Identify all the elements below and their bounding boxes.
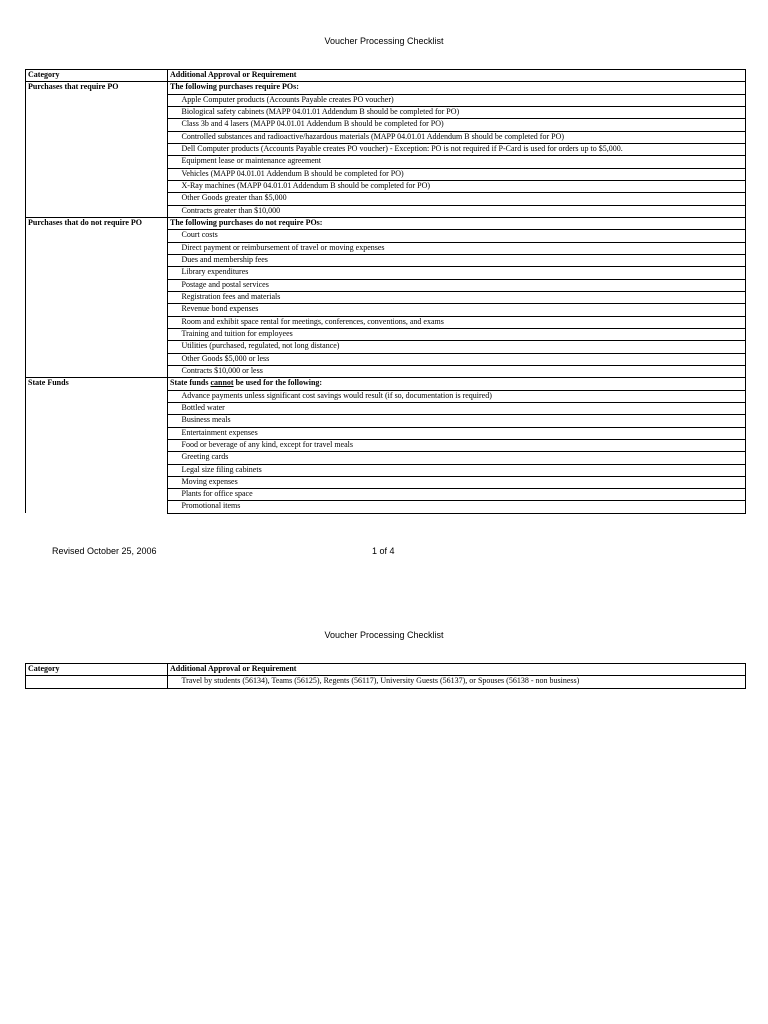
table-header-row	[26, 70, 746, 82]
list-item: Other Goods greater than $5,000	[180, 193, 746, 205]
table-row	[26, 94, 746, 106]
list-item: Contracts $10,000 or less	[180, 365, 746, 377]
table-row	[26, 119, 746, 131]
table-row	[26, 341, 746, 353]
table-row	[26, 415, 746, 427]
list-item: Controlled substances and radioactive/hazardous materials (MAPP 04.01.01 Addendum B should be completed for PO)	[180, 131, 746, 143]
page-title: Voucher Processing Checklist	[324, 630, 444, 640]
heading-emphasis: cannot	[210, 378, 234, 388]
table-row	[26, 143, 746, 155]
list-item: Plants for office space	[180, 489, 746, 501]
table-row	[26, 390, 746, 402]
table-row	[26, 365, 746, 377]
list-item: Dues and membership fees	[180, 254, 746, 266]
list-item: Moving expenses	[180, 476, 746, 488]
list-item: Other Goods $5,000 or less	[180, 353, 746, 365]
table-row	[26, 267, 746, 279]
list-item: Room and exhibit space rental for meetings, conferences, conventions, and exams	[180, 316, 746, 328]
table-row	[26, 316, 746, 328]
table-row	[26, 131, 746, 143]
table-row	[26, 676, 746, 688]
list-item: Class 3b and 4 lasers (MAPP 04.01.01 Addendum B should be completed for PO)	[180, 119, 746, 131]
requirement-header: Additional Approval or Requirement	[168, 664, 746, 676]
list-item: Legal size filing cabinets	[180, 464, 746, 476]
table-row	[26, 291, 746, 303]
table-row	[26, 501, 746, 513]
table-row	[26, 464, 746, 476]
table-row	[26, 489, 746, 501]
revised-date: Revised October 25, 2006	[52, 546, 157, 556]
list-item: Advance payments unless significant cost savings would result (if so, documentation is required)	[180, 390, 746, 402]
list-item: Entertainment expenses	[180, 427, 746, 439]
list-item: Biological safety cabinets (MAPP 04.01.01 Addendum B should be completed for PO)	[180, 106, 746, 118]
list-item: Direct payment or reimbursement of travel or moving expenses	[180, 242, 746, 254]
table-row	[26, 452, 746, 464]
section-row	[26, 217, 746, 229]
list-item: Travel by students (56134), Teams (56125), Regents (56117), University Guests (56137), or Spouses (56138 - non business)	[180, 676, 746, 688]
list-item: Food or beverage of any kind, except for travel meals	[180, 439, 746, 451]
list-item: Utilities (purchased, regulated, not long distance)	[180, 341, 746, 353]
list-item: Equipment lease or maintenance agreement	[180, 156, 746, 168]
table-header-row	[26, 664, 746, 676]
list-item: Apple Computer products (Accounts Payable creates PO voucher)	[180, 94, 746, 106]
section-row	[26, 378, 746, 390]
checklist-table	[25, 69, 746, 514]
list-item: Dell Computer products (Accounts Payable creates PO voucher) - Exception: PO is not required if P-Card is used for orders up to $5,000.	[180, 143, 746, 155]
list-item: X-Ray machines (MAPP 04.01.01 Addendum B should be completed for PO)	[180, 180, 746, 192]
category-header: Category	[26, 70, 168, 82]
table-row	[26, 439, 746, 451]
section-row	[26, 82, 746, 94]
table-row	[26, 353, 746, 365]
section-heading: The following purchases do not require POs:	[168, 217, 746, 229]
list-item: Contracts greater than $10,000	[180, 205, 746, 217]
section-category: State Funds	[26, 378, 168, 390]
table-row	[26, 193, 746, 205]
table-row	[26, 476, 746, 488]
table-row	[26, 168, 746, 180]
table-row	[26, 402, 746, 414]
table-row	[26, 205, 746, 217]
list-item: Registration fees and materials	[180, 291, 746, 303]
page-title: Voucher Processing Checklist	[324, 36, 444, 46]
page-number: 1 of 4	[372, 546, 395, 556]
section-heading	[168, 378, 746, 390]
table-row	[26, 304, 746, 316]
section-category: Purchases that require PO	[26, 82, 168, 94]
heading-text: be used for the following:	[233, 378, 323, 388]
section-heading: The following purchases require POs:	[168, 82, 746, 94]
list-item: Business meals	[180, 415, 746, 427]
section-category: Purchases that do not require PO	[26, 217, 168, 242]
table-row	[26, 242, 746, 254]
list-item: Greeting cards	[180, 452, 746, 464]
list-item: Bottled water	[180, 402, 746, 414]
table-row	[26, 180, 746, 192]
table-row	[26, 328, 746, 340]
list-item: Revenue bond expenses	[180, 304, 746, 316]
table-row	[26, 279, 746, 291]
requirement-header: Additional Approval or Requirement	[168, 70, 746, 82]
list-item: Postage and postal services	[180, 279, 746, 291]
table-row	[26, 254, 746, 266]
category-header: Category	[26, 664, 168, 676]
heading-text: State funds	[170, 378, 211, 388]
table-row	[26, 106, 746, 118]
list-item: Training and tuition for employees	[180, 328, 746, 340]
list-item: Promotional items	[180, 501, 746, 513]
table-row	[26, 156, 746, 168]
list-item: Court costs	[180, 230, 746, 242]
list-item: Library expenditures	[180, 267, 746, 279]
list-item: Vehicles (MAPP 04.01.01 Addendum B should be completed for PO)	[180, 168, 746, 180]
table-row	[26, 427, 746, 439]
checklist-table	[25, 663, 746, 689]
